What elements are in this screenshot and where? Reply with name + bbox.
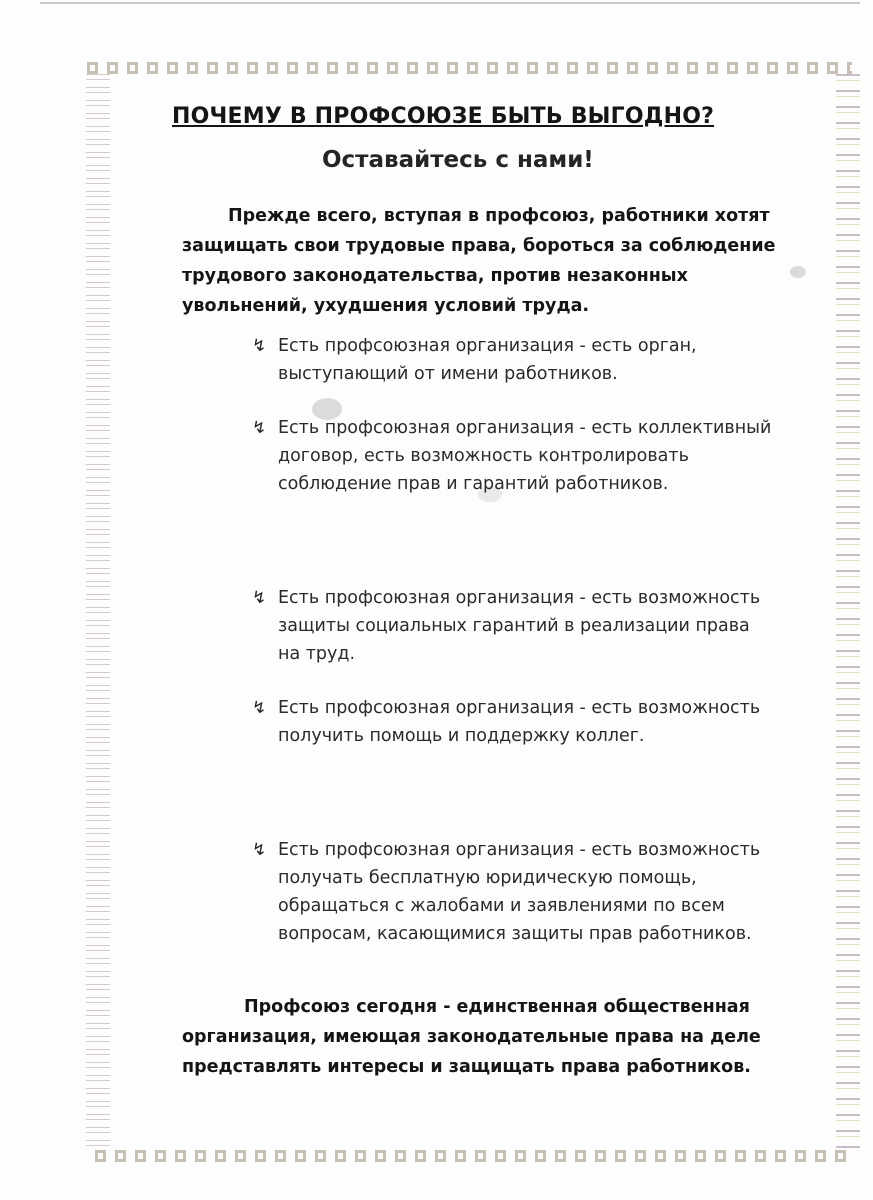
list-item bbox=[252, 584, 772, 668]
list-item-text: Есть профсоюзная организация - есть возможность защиты социальных гарантий в реализации права на труд. bbox=[278, 588, 761, 664]
list-item bbox=[252, 836, 772, 948]
closing-paragraph: Профсоюз сегодня - единственная общественная организация, имеющая законодательные права на деле представлять интересы и защищать права работников. bbox=[182, 997, 761, 1077]
page-subtitle: Оставайтесь с нами! bbox=[322, 147, 594, 173]
list-item-text: Есть профсоюзная организация - есть возможность получать бесплатную юридическую помощь, обращаться с жалобами и заявлениями по всем вопросам, касающимися защиты прав работников. bbox=[278, 840, 761, 944]
list-item-text: Есть профсоюзная организация - есть орган, выступающий от имени работников. bbox=[278, 336, 697, 384]
list-item-text: Есть профсоюзная организация - есть возможность получить помощь и поддержку коллег. bbox=[278, 698, 761, 746]
arrow-down-icon: ↯ bbox=[252, 588, 267, 608]
list-item bbox=[252, 332, 772, 388]
list-item bbox=[252, 414, 772, 498]
arrow-down-icon: ↯ bbox=[252, 840, 267, 860]
list-item-text: Есть профсоюзная организация - есть коллективный договор, есть возможность контролировать соблюдение прав и гарантий работников. bbox=[278, 418, 772, 494]
arrow-down-icon: ↯ bbox=[252, 336, 267, 356]
arrow-down-icon: ↯ bbox=[252, 698, 267, 718]
intro-paragraph: Прежде всего, вступая в профсоюз, работники хотят защищать свои трудовые права, бороться за соблюдение трудового законодательства, против незаконных увольнений, ухудшения условий труда. bbox=[182, 206, 776, 316]
list-item bbox=[252, 694, 772, 750]
page-title: ПОЧЕМУ В ПРОФСОЮЗЕ БЫТЬ ВЫГОДНО? bbox=[172, 104, 715, 129]
arrow-down-icon: ↯ bbox=[252, 418, 267, 438]
